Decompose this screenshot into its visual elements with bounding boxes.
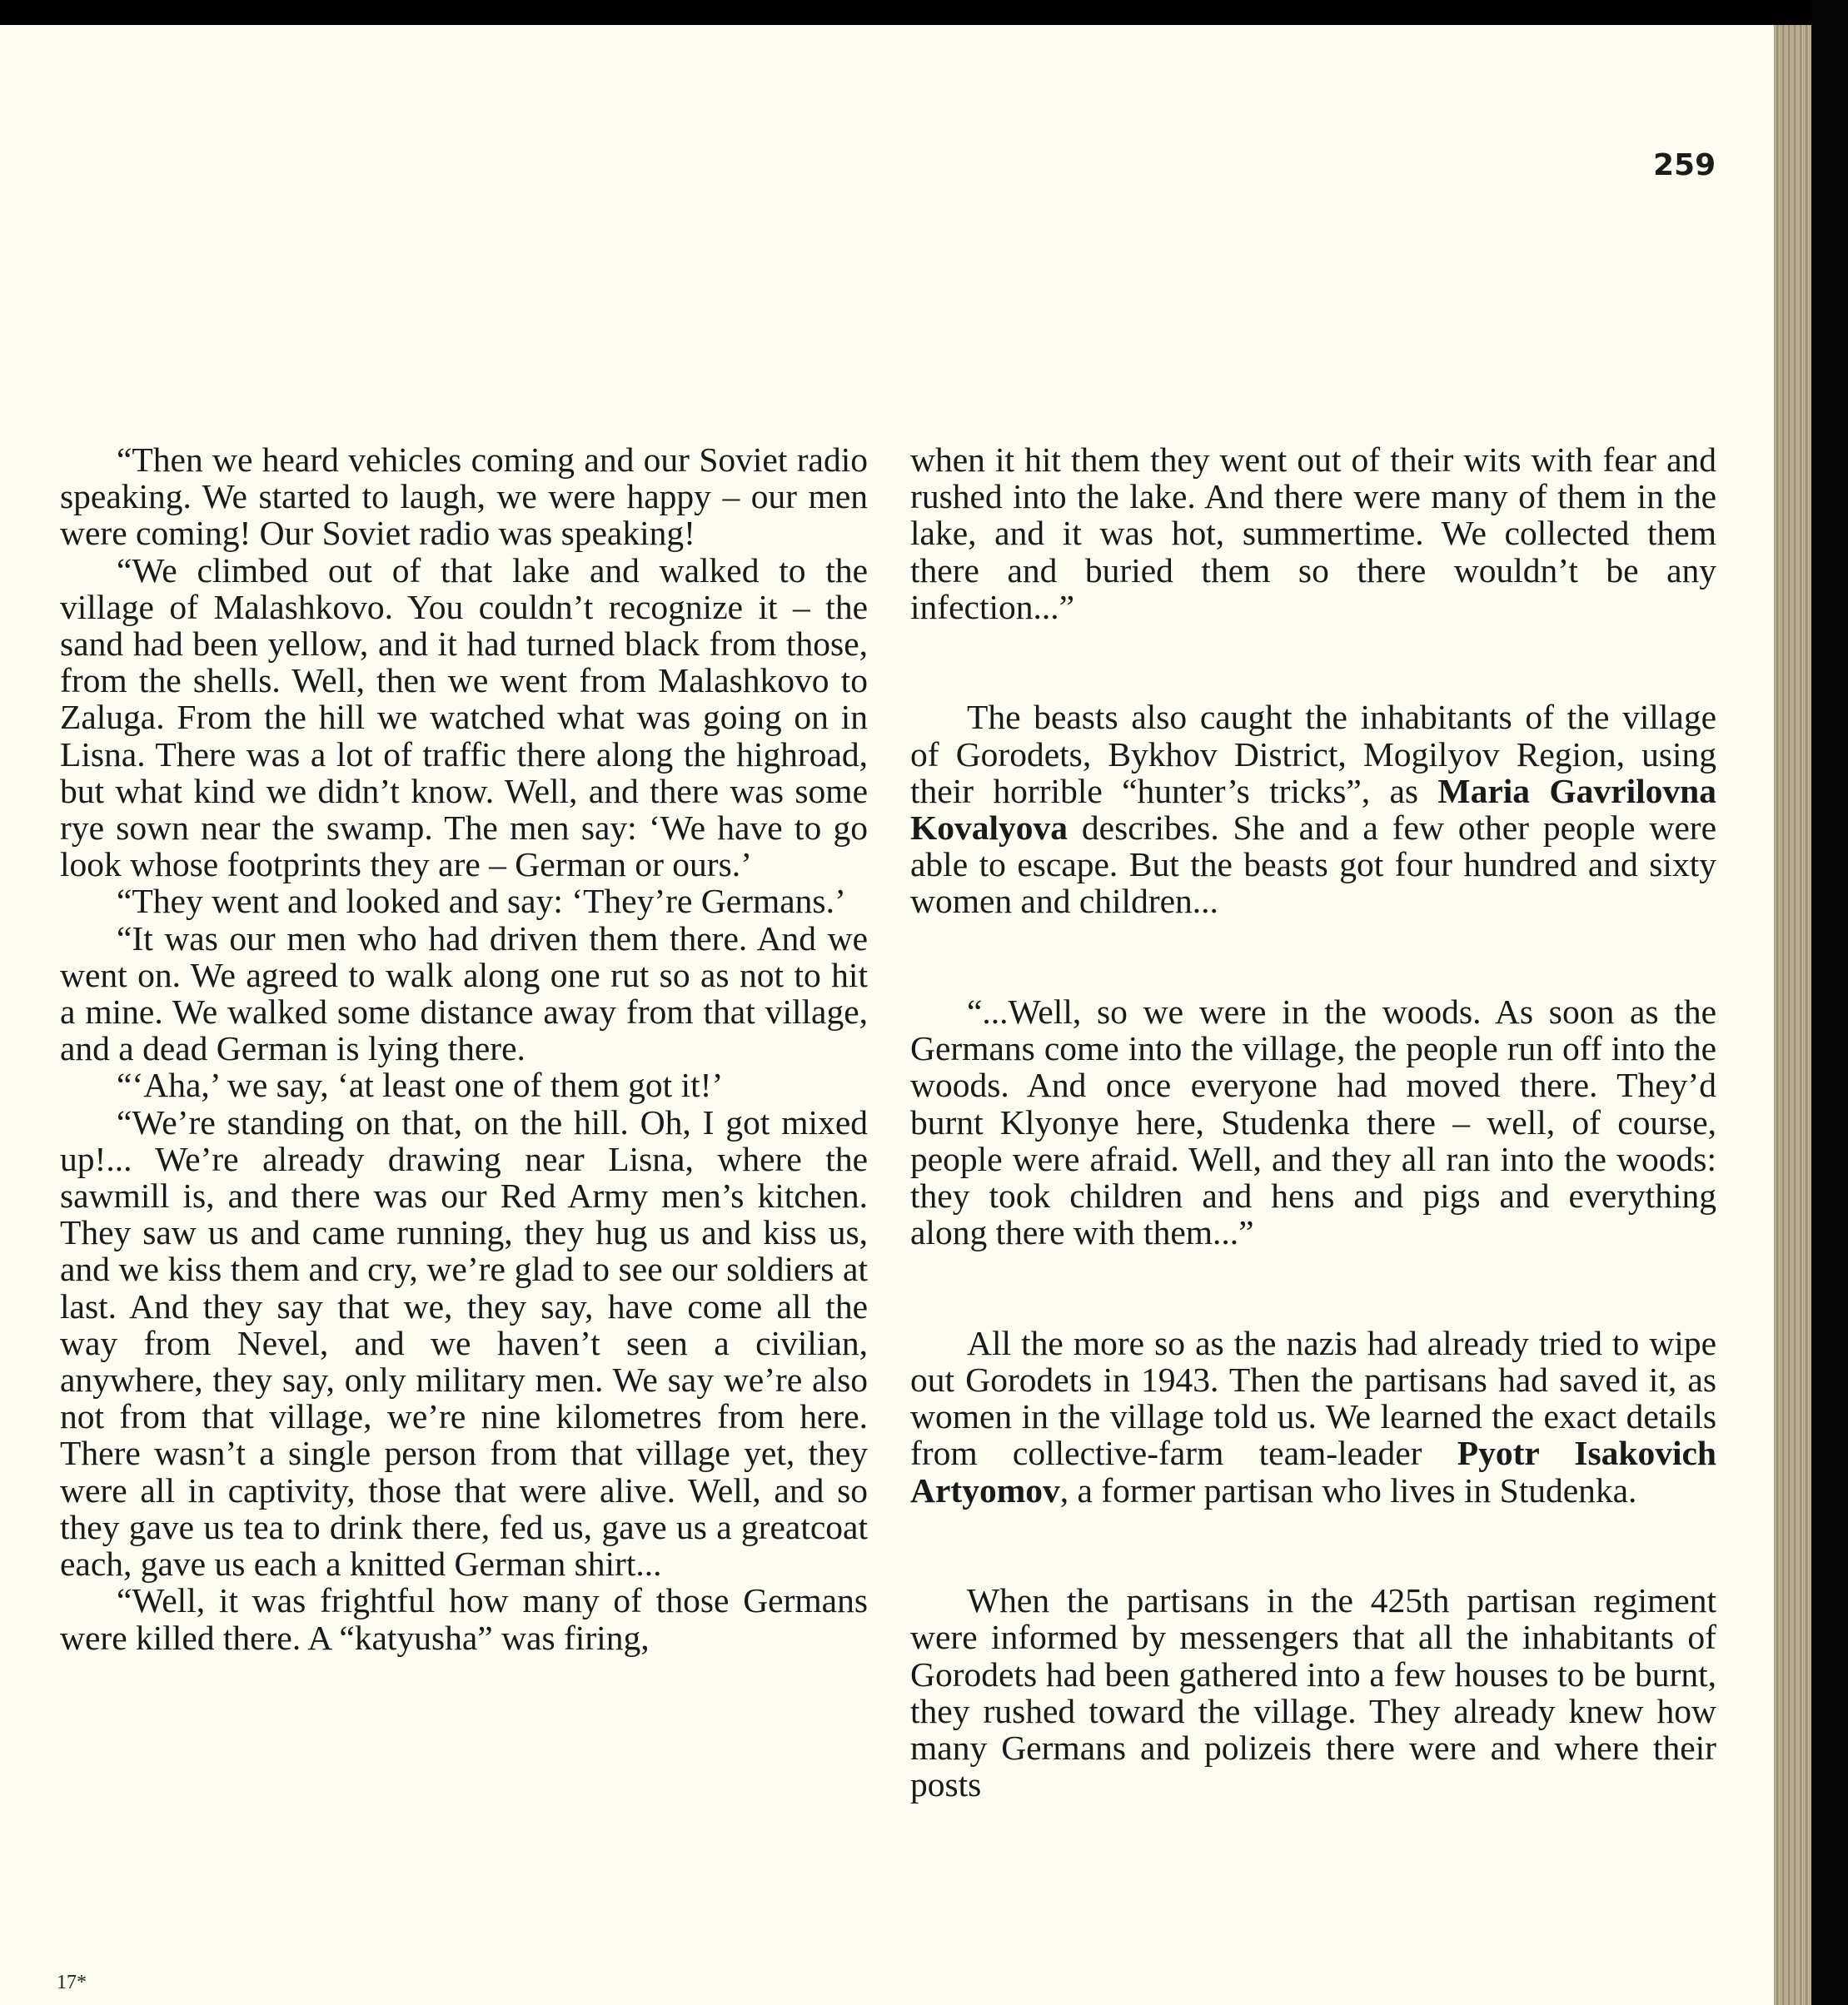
text: The beasts also caught the inhabitants of the village of Gorodets, Bykhov District, Mogilyov Region, using their horrible “hunter’s tricks”, as xyxy=(910,698,1716,810)
person-name: Maria Gavrilovna Kovalyova xyxy=(910,771,1716,848)
page-edges xyxy=(1774,25,1811,2005)
left-column xyxy=(60,441,868,1656)
paragraph: “‘Aha,’ we say, ‘at least one of them got it!’ xyxy=(117,1066,724,1105)
page-number: 259 xyxy=(1653,148,1716,182)
paragraph: when it hit them they went out of their wits with fear and rushed into the lake. And there were many of them in the lake, and it was hot, summertime. We collected them there and buried them so there wouldn’t be any infection...” xyxy=(910,440,1716,626)
right-column xyxy=(910,441,1716,1803)
paragraph: “We climbed out of that lake and walked to the village of Malashkovo. You couldn’t recognize it – the sand had been yellow, and it had turned black from those, from the shells. Well, then we went from Malashkovo to Zaluga. From the hill we watched what was going on in Lisna. There was a lot of traffic there along the highroad, but what kind we didn’t know. Well, and there was some rye sown near the swamp. The men say: ‘We have to go look whose footprints they are – German or ours.’ xyxy=(60,550,868,884)
section-gap xyxy=(910,1251,1716,1324)
background-shadow xyxy=(1811,0,1848,2005)
person-name: Pyotr Isakovich Artyomov xyxy=(910,1434,1716,1510)
signature-mark: 17* xyxy=(57,1972,87,1993)
paragraph: “...Well, so we were in the woods. As soon as the Germans come into the village, the people run off into the woods. And once everyone had moved there. They’d burnt Klyonye here, Studenka there – well, of course, people were afraid. Well, and they all ran into the woods: they took children and hens and pigs and everything along there with them...” xyxy=(910,993,1716,1252)
text: All the more so as the nazis had already tried to wipe out Gorodets in 1943. Then the partisans had saved it, as women in the village told us. We learned the exact details from collective-farm team-leader xyxy=(910,1323,1716,1473)
text: , a former partisan who lives in Studenka. xyxy=(1059,1470,1637,1510)
paragraph: “They went and looked and say: ‘They’re Germans.’ xyxy=(117,882,846,921)
paragraph: When the partisans in the 425th partisan regiment were informed by messengers that all the inhabitants of Gorodets had been gathered into a few houses to be burnt, they rushed toward the village. They already knew how many Germans and polizeis there were and where their posts xyxy=(910,1581,1716,1804)
section-gap xyxy=(910,1509,1716,1582)
paragraph: “It was our men who had driven them there. And we went on. We agreed to walk along one rut so as not to hit a mine. We walked some distance away from that village, and a dead German is lying there. xyxy=(60,918,868,1068)
paragraph: “We’re standing on that, on the hill. Oh, I got mixed up!... We’re already drawing near Lisna, where the sawmill is, and there was our Red Army men’s kitchen. They saw us and came running, they hug us and kiss us, and we kiss them and cry, we’re glad to see our soldiers at last. And they say that we, they say, have come all the way from Nevel, and we haven’t seen a civilian, anywhere, they say, only military men. We say we’re also not from that village, we’re nine kilometres from here. There wasn’t a single person from that village yet, they were all in captivity, those that were alive. Well, and so they gave us tea to drink there, fed us, gave us a greatcoat each, gave us each a knitted German shirt... xyxy=(60,1102,868,1584)
paragraph: “Well, it was frightful how many of those Germans were killed there. A “katyusha” was firing, xyxy=(60,1581,868,1657)
paragraph xyxy=(910,1325,1716,1509)
section-gap xyxy=(910,625,1716,699)
paragraph: “Then we heard vehicles coming and our Soviet radio speaking. We started to laugh, we were happy – our men were coming! Our Soviet radio was speaking! xyxy=(60,440,868,553)
paragraph xyxy=(910,699,1716,919)
section-gap xyxy=(910,920,1716,993)
text: describes. She and a few other people were able to escape. But the beasts got four hundred and sixty women and children... xyxy=(910,808,1716,921)
